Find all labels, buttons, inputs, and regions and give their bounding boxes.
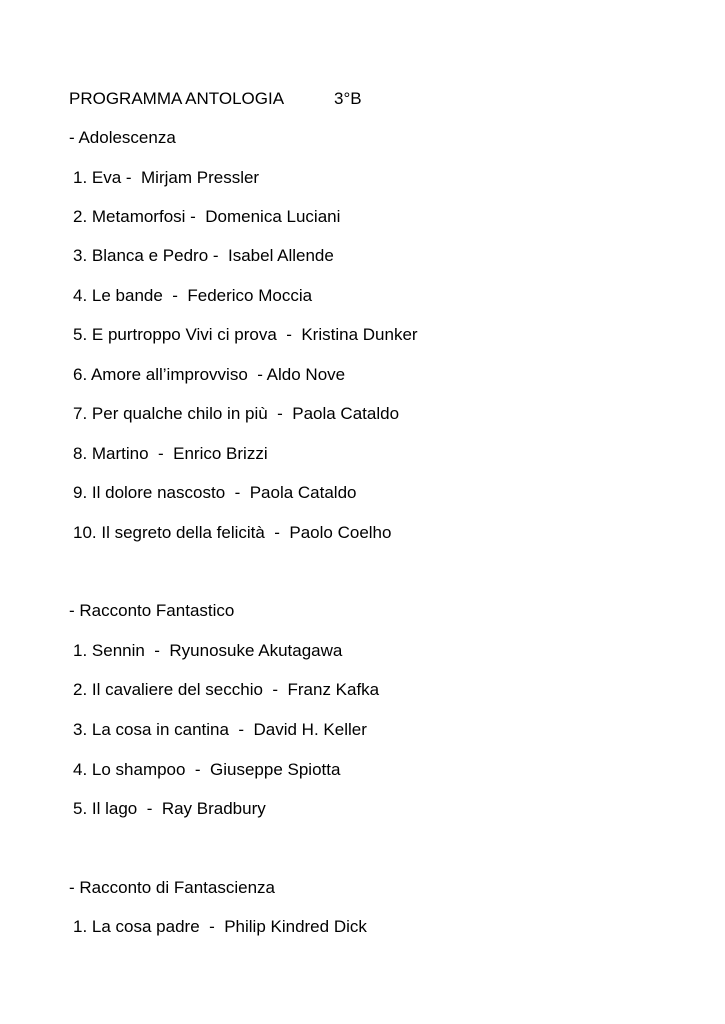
list-item: 1. La cosa padre - Philip Kindred Dick	[73, 917, 367, 936]
section-heading-racconto-di-fantascienza: - Racconto di Fantascienza	[69, 878, 275, 897]
list-item: 3. Blanca e Pedro - Isabel Allende	[73, 246, 334, 265]
class-label: 3°B	[334, 89, 362, 108]
list-item: 5. E purtroppo Vivi ci prova - Kristina Dunker	[73, 325, 418, 344]
list-item: 4. Le bande - Federico Moccia	[73, 286, 313, 305]
list-item: 1. Sennin - Ryunosuke Akutagawa	[73, 641, 343, 660]
list-item: 1. Eva - Mirjam Pressler	[73, 168, 260, 187]
list-item: 5. Il lago - Ray Bradbury	[73, 799, 266, 818]
document-title: PROGRAMMA ANTOLOGIA	[69, 89, 285, 108]
list-item: 4. Lo shampoo - Giuseppe Spiotta	[73, 760, 341, 779]
list-item: 6. Amore all’improvviso - Aldo Nove	[73, 365, 346, 384]
list-item: 9. Il dolore nascosto - Paola Cataldo	[73, 483, 357, 502]
list-item: 10. Il segreto della felicità - Paolo Coelho	[73, 523, 392, 542]
section-heading-adolescenza: - Adolescenza	[69, 128, 176, 147]
list-item: 2. Metamorfosi - Domenica Luciani	[73, 207, 341, 226]
list-item: 8. Martino - Enrico Brizzi	[73, 444, 268, 463]
section-heading-racconto-fantastico: - Racconto Fantastico	[69, 601, 235, 620]
list-item: 3. La cosa in cantina - David H. Keller	[73, 720, 367, 739]
list-item: 2. Il cavaliere del secchio - Franz Kafka	[73, 680, 380, 699]
list-item: 7. Per qualche chilo in più - Paola Cataldo	[73, 404, 400, 423]
